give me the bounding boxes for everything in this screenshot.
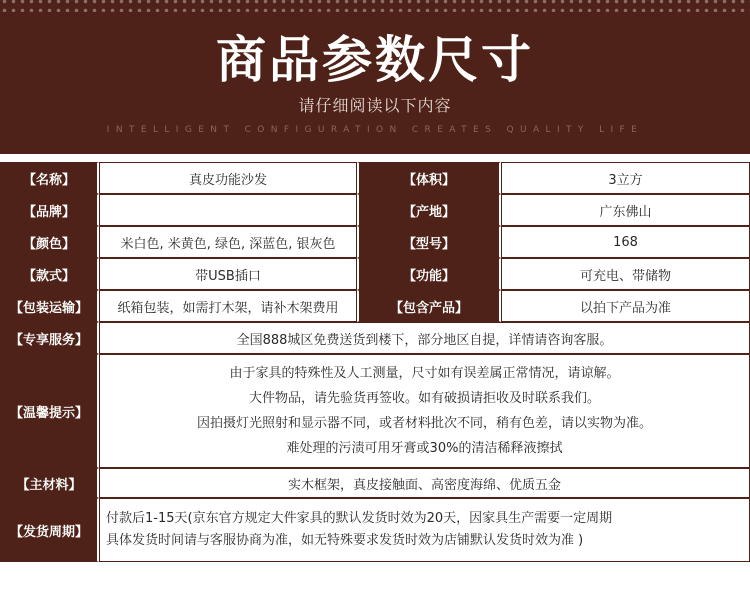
packing-value: 纸箱包装，如需打木架，请补木架费用 (99, 290, 357, 322)
table-row (0, 498, 750, 562)
notice-value (99, 354, 750, 468)
table-row (0, 468, 750, 498)
table-row (0, 194, 750, 226)
delivery-line: 付款后1-15天(京东官方规定大件家具的默认发货时效为20天，因家具生产需要一定周期 (106, 511, 613, 526)
page-title: 商品参数尺寸 (216, 31, 534, 89)
dotted-border-decoration (0, 0, 750, 12)
service-label: 【专享服务】 (0, 322, 99, 354)
header-banner (0, 0, 750, 154)
volume-value: 3立方 (501, 162, 750, 194)
table-row (0, 226, 750, 258)
page-subtitle: 请仔细阅读以下内容 (298, 96, 452, 115)
packing-label: 【包装运输】 (0, 290, 99, 322)
notice-line: 由于家具的特殊性及人工测量，尺寸如有误差属正常情况，请谅解。 (229, 366, 620, 381)
notice-label: 【温馨提示】 (0, 354, 99, 468)
service-value: 全国888城区免费送货到楼下，部分地区自提，详情请咨询客服。 (99, 322, 750, 354)
material-value: 实木框架，真皮接触面、高密度海绵、优质五金 (99, 468, 750, 498)
spec-table (0, 162, 750, 562)
notice-line: 难处理的污渍可用牙膏或30%的清洁稀释液擦拭 (286, 441, 563, 456)
notice-line: 因拍摄灯光照射和显示器不同，或者材料批次不同，稍有色差，请以实物为准。 (196, 416, 652, 431)
delivery-label: 【发货周期】 (0, 498, 99, 562)
brand-value (99, 194, 357, 226)
table-row (0, 354, 750, 468)
style-label: 【款式】 (0, 258, 99, 290)
table-row (0, 162, 750, 194)
delivery-value (99, 498, 750, 562)
style-value: 带USB插口 (99, 258, 357, 290)
table-row (0, 290, 750, 322)
notice-line: 大件物品，请先验货再签收。如有破损请拒收及时联系我们。 (248, 391, 600, 406)
brand-label: 【品牌】 (0, 194, 99, 226)
material-label: 【主材料】 (0, 468, 99, 498)
volume-label: 【体积】 (357, 162, 501, 194)
includes-value: 以拍下产品为准 (501, 290, 750, 322)
english-tagline: INTELLIGENT CONFIGURATION CREATES QUALITY LIFE (106, 125, 644, 135)
name-label: 【名称】 (0, 162, 99, 194)
name-value: 真皮功能沙发 (99, 162, 357, 194)
model-value: 168 (501, 226, 750, 258)
model-label: 【型号】 (357, 226, 501, 258)
function-value: 可充电、带储物 (501, 258, 750, 290)
origin-label: 【产地】 (357, 194, 501, 226)
includes-label: 【包含产品】 (357, 290, 501, 322)
table-row (0, 258, 750, 290)
origin-value: 广东佛山 (501, 194, 750, 226)
function-label: 【功能】 (357, 258, 501, 290)
delivery-line: 具体发货时间请与客服协商为准，如无特殊要求发货时效为店铺默认发货时效为准 ) (106, 533, 584, 548)
color-label: 【颜色】 (0, 226, 99, 258)
color-value: 米白色, 米黄色, 绿色, 深蓝色, 银灰色 (99, 226, 357, 258)
table-row (0, 322, 750, 354)
